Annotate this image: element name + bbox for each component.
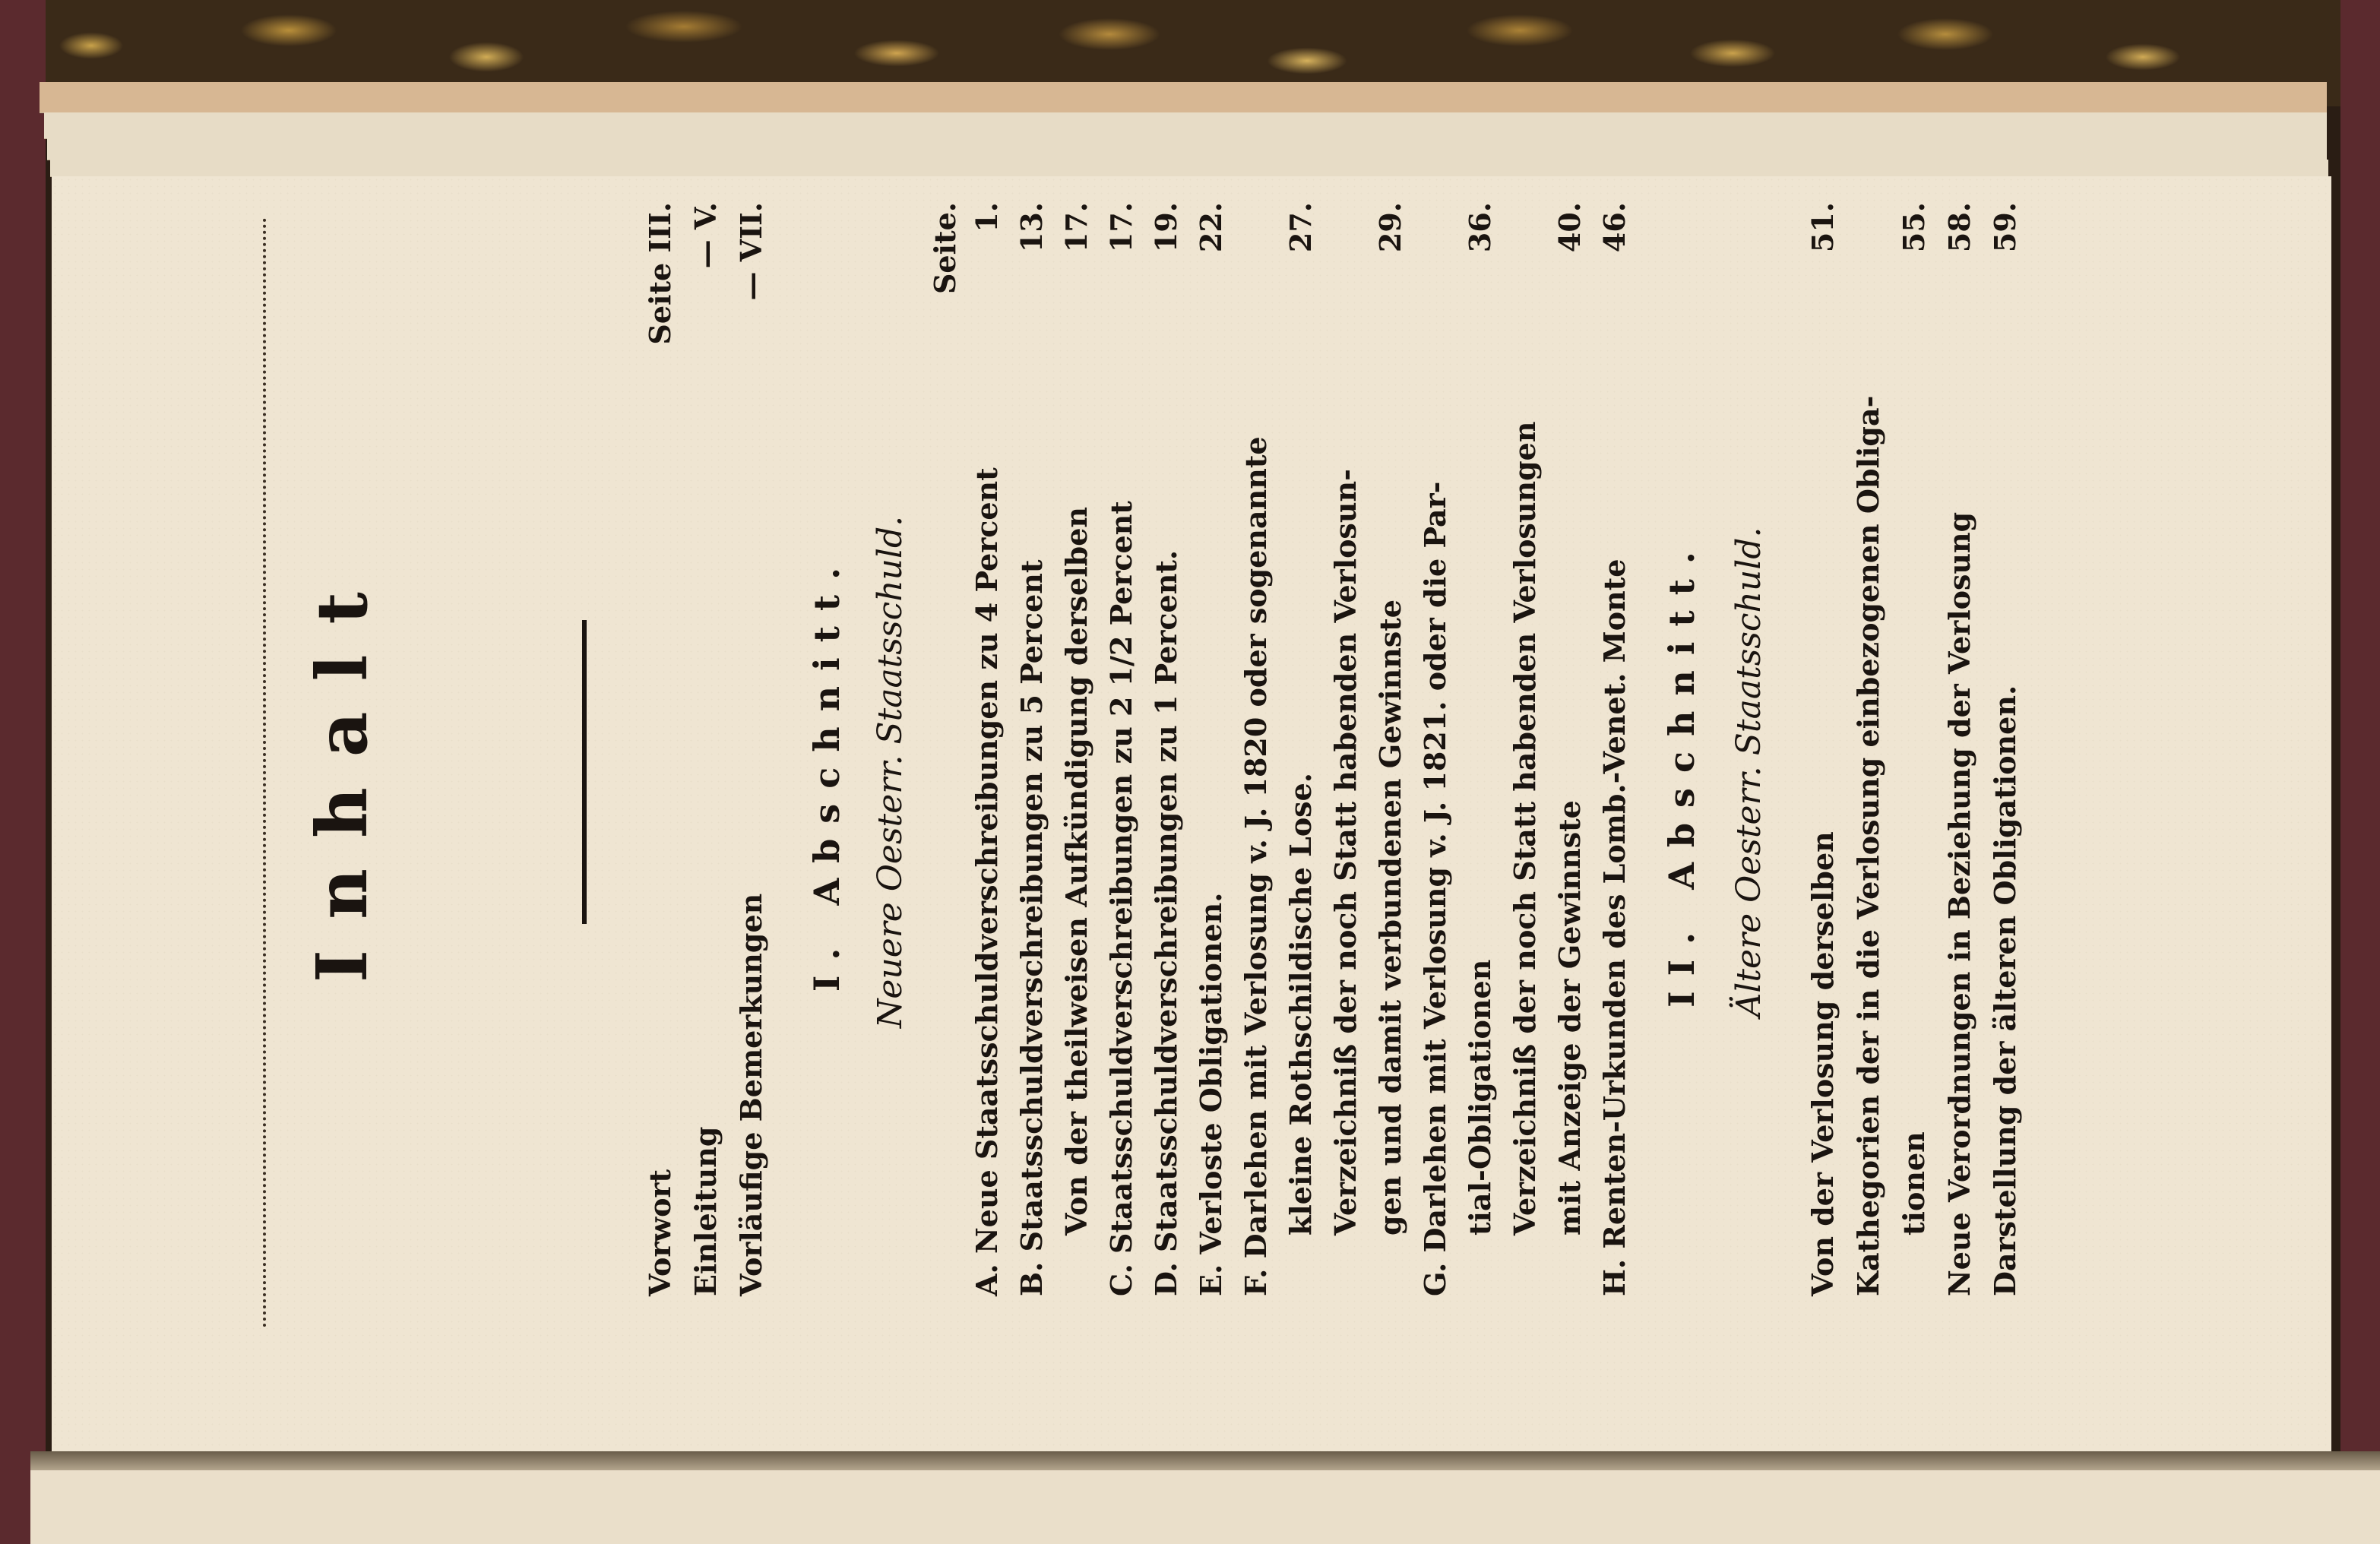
page-title: Inhalt <box>301 562 383 982</box>
entry-page: 19. <box>1149 202 1183 253</box>
entry-label: Darstellung der älteren Obligationen. <box>1988 685 2022 1296</box>
entry-label: E. Verloste Obligationen. <box>1194 892 1228 1296</box>
rotated-contents-page <box>58 126 2322 1418</box>
entry-label: Von der Verlosung derselben <box>1806 831 1840 1296</box>
entry-label: Vorläufige Bemerkungen <box>734 893 768 1296</box>
facing-page <box>30 1470 2380 1544</box>
entry-page: 51. <box>1806 202 1840 253</box>
entry-page: Seite III. <box>643 202 677 345</box>
section2-heading: II. Abschnitt. <box>1661 536 1702 1008</box>
book-cover-right <box>2340 0 2380 1544</box>
entry-label: D. Staatsschuldverschreibungen zu 1 Percent. <box>1149 549 1183 1296</box>
entry-page: 22. <box>1194 202 1228 253</box>
book-cover-left <box>0 0 46 1544</box>
section1-subheading: Neuere Oesterr. Staatsschuld. <box>871 515 910 1029</box>
entry-label: Verzeichniß der noch Statt habenden Verlosun- <box>1328 469 1362 1236</box>
title-underline <box>582 620 587 924</box>
entry-label: gen und damit verbundenen Gewinnste <box>1373 600 1407 1236</box>
page-column-label: Seite. <box>928 202 962 295</box>
entry-label: H. Renten-Urkunden des Lomb.-Venet. Monte <box>1597 558 1632 1296</box>
entry-page: 40. <box>1552 202 1587 253</box>
entry-label: kleine Rothschildische Lose. <box>1283 773 1318 1236</box>
entry-label: tionen <box>1897 1131 1931 1236</box>
entry-page: — V. <box>688 202 723 269</box>
entry-label: A. Neue Staatsschuldverschreibungen zu 4 Percent <box>970 467 1004 1296</box>
entry-page: 1. <box>970 202 1004 233</box>
entry-label: B. Staatsschuldverschreibungen zu 5 Percent <box>1014 559 1049 1296</box>
entry-page: 29. <box>1373 202 1407 253</box>
entry-label: Einleitung <box>688 1126 723 1296</box>
section2-subheading: Ältere Oesterr. Staatsschuld. <box>1730 527 1768 1017</box>
page-edge-1 <box>40 82 2327 112</box>
entry-label: mit Anzeige der Gewinnste <box>1552 800 1587 1236</box>
entry-label: tial-Obligationen <box>1463 959 1497 1236</box>
entry-label: C. Staatsschuldverschreibungen zu 2 1/2 Percent <box>1104 501 1138 1296</box>
entry-label: Vorwort <box>643 1169 677 1296</box>
section1-heading: I. Abschnitt. <box>806 552 847 992</box>
entry-page: 36. <box>1463 202 1497 253</box>
entry-page: 27. <box>1283 202 1318 253</box>
entry-label: Kathegorien der in die Verlosung einbezogenen Obliga- <box>1851 395 1885 1296</box>
entry-label: F. Darlehen mit Verlosung v. J. 1820 oder sogenannte <box>1239 436 1273 1296</box>
entry-page: 58. <box>1942 202 1976 253</box>
entry-page: 17. <box>1059 202 1093 253</box>
entry-page: 17. <box>1104 202 1138 253</box>
entry-label: Von der theilweisen Aufkündigung derselben <box>1059 507 1093 1236</box>
entry-page: 55. <box>1897 202 1931 253</box>
entry-page: 59. <box>1988 202 2022 253</box>
entry-page: — VII. <box>734 202 768 301</box>
entry-label: Verzeichniß der noch Statt habenden Verlosungen <box>1508 421 1542 1236</box>
entry-label: Neue Verordnungen in Beziehung der Verlosung <box>1942 511 1976 1296</box>
entry-label: G. Darlehen mit Verlosung v. J. 1821. oder die Par- <box>1418 481 1452 1296</box>
entry-page: 46. <box>1597 202 1632 253</box>
top-dotted-rule <box>263 217 266 1327</box>
entry-page: 13. <box>1014 202 1049 253</box>
